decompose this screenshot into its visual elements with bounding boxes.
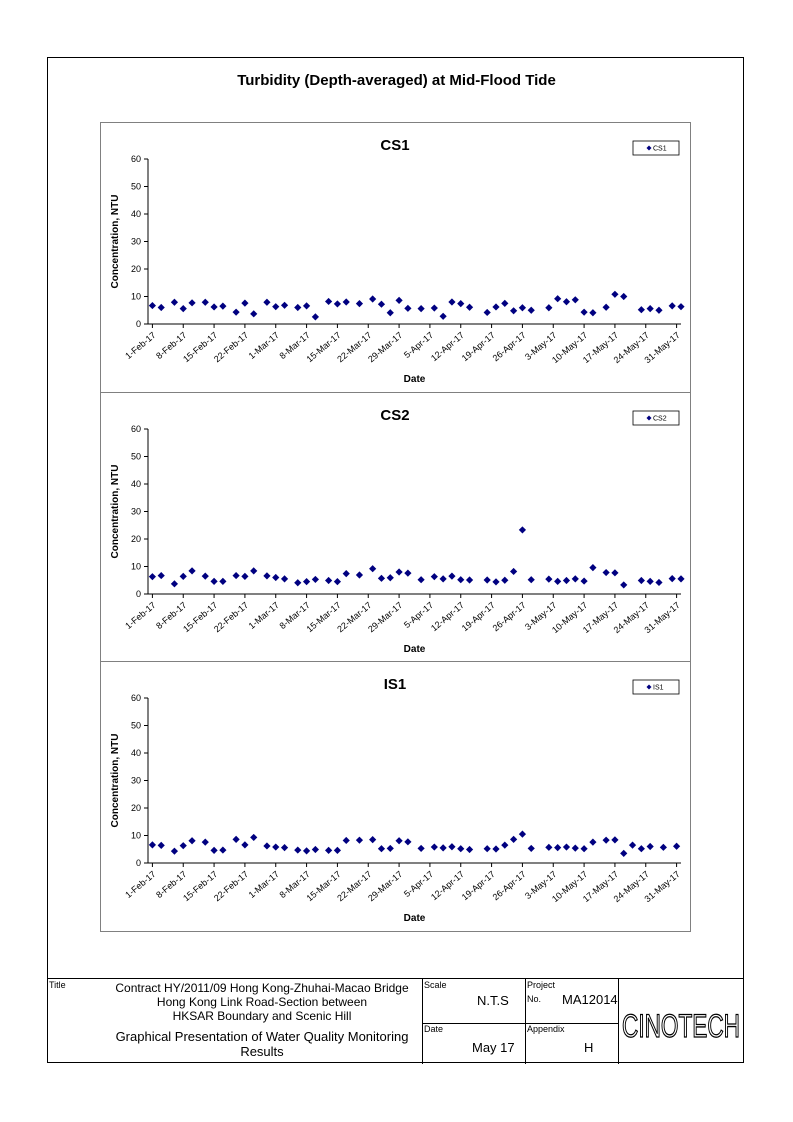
data-point — [369, 565, 376, 572]
data-point — [440, 313, 447, 320]
contract-line: HKSAR Boundary and Scenic Hill — [172, 1009, 352, 1023]
project-no-label: No. — [527, 994, 542, 1004]
data-point — [369, 295, 376, 302]
data-point — [431, 843, 438, 850]
x-tick-label: 8-Mar-17 — [277, 599, 312, 632]
data-point — [466, 304, 473, 311]
contract-line: Contract HY/2011/09 Hong Kong-Zhuhai-Macao Bridge — [115, 981, 409, 995]
data-point — [263, 842, 270, 849]
data-point — [294, 579, 301, 586]
data-point — [448, 573, 455, 580]
x-tick-label: 22-Mar-17 — [335, 329, 374, 365]
x-tick-label: 15-Mar-17 — [304, 329, 343, 365]
data-point — [620, 581, 627, 588]
data-point — [378, 301, 385, 308]
data-point — [611, 291, 618, 298]
y-tick-label: 20 — [130, 534, 141, 544]
y-tick-label: 0 — [135, 319, 141, 329]
chart-cs1 — [101, 123, 690, 392]
x-tick-label: 24-May-17 — [611, 599, 652, 636]
title-label: Title — [49, 980, 66, 990]
x-tick-label: 15-Mar-17 — [304, 868, 343, 904]
data-point — [378, 575, 385, 582]
data-point — [448, 298, 455, 305]
x-tick-label: 12-Apr-17 — [428, 329, 467, 364]
data-point — [589, 839, 596, 846]
x-tick-label: 5-Apr-17 — [401, 599, 436, 631]
data-point — [343, 837, 350, 844]
x-tick-label: 1-Feb-17 — [123, 868, 158, 901]
data-point — [303, 847, 310, 854]
x-tick-label: 19-Apr-17 — [459, 599, 497, 634]
data-point — [554, 844, 561, 851]
x-tick-label: 17-May-17 — [580, 599, 621, 636]
x-axis-label: Date — [403, 913, 426, 924]
data-point — [356, 571, 363, 578]
chart-cs2 — [101, 393, 690, 661]
x-tick-label: 19-Apr-17 — [459, 868, 497, 903]
data-point — [484, 576, 491, 583]
x-tick-label: 8-Mar-17 — [277, 868, 312, 901]
data-point — [387, 309, 394, 316]
x-tick-label: 15-Feb-17 — [181, 329, 220, 365]
data-point — [466, 846, 473, 853]
data-point — [158, 304, 165, 311]
data-point — [356, 837, 363, 844]
y-tick-label: 20 — [130, 803, 141, 813]
data-point — [202, 573, 209, 580]
data-point — [418, 845, 425, 852]
data-point — [312, 846, 319, 853]
project-label: Project — [527, 980, 556, 990]
scale-value: N.T.S — [477, 993, 509, 1008]
x-tick-label: 3-May-17 — [522, 599, 559, 632]
data-point — [325, 847, 332, 854]
y-tick-label: 40 — [130, 479, 141, 489]
data-point — [180, 842, 187, 849]
x-tick-label: 1-Mar-17 — [246, 329, 282, 362]
data-point — [281, 844, 288, 851]
y-tick-label: 0 — [135, 858, 141, 868]
data-point — [250, 834, 257, 841]
y-tick-label: 50 — [130, 720, 141, 731]
chart-is1 — [101, 662, 690, 930]
title-block-divider — [422, 979, 423, 1064]
data-point — [334, 578, 341, 585]
data-point — [620, 850, 627, 857]
data-point — [387, 574, 394, 581]
y-tick-label: 0 — [135, 589, 141, 599]
data-point — [673, 843, 680, 850]
x-tick-label: 22-Mar-17 — [335, 599, 374, 635]
data-point — [149, 573, 156, 580]
legend-label: IS1 — [653, 684, 664, 692]
legend — [633, 411, 679, 425]
data-point — [294, 304, 301, 311]
x-tick-label: 8-Mar-17 — [277, 329, 312, 362]
data-point — [457, 300, 464, 307]
data-point — [263, 299, 270, 306]
data-point — [611, 836, 618, 843]
x-tick-label: 15-Feb-17 — [181, 599, 220, 635]
x-tick-label: 26-Apr-17 — [490, 599, 528, 634]
presentation-line: Graphical Presentation of Water Quality Monitoring — [115, 1029, 409, 1044]
data-point — [647, 578, 654, 585]
cinotech-logo — [619, 997, 744, 1047]
scale-label: Scale — [424, 980, 447, 990]
data-point — [180, 305, 187, 312]
data-point — [528, 576, 535, 583]
x-tick-label: 10-May-17 — [549, 868, 590, 905]
y-tick-label: 60 — [130, 424, 141, 434]
y-axis-label: Concentration, NTU — [110, 464, 121, 559]
data-point — [545, 844, 552, 851]
data-point — [418, 305, 425, 312]
data-point — [250, 310, 257, 317]
data-point — [395, 568, 402, 575]
data-point — [431, 573, 438, 580]
data-point — [263, 572, 270, 579]
data-point — [188, 299, 195, 306]
y-tick-label: 10 — [130, 291, 141, 302]
data-point — [655, 579, 662, 586]
x-tick-label: 8-Feb-17 — [154, 868, 189, 901]
x-tick-label: 31-May-17 — [642, 868, 682, 905]
x-tick-label: 8-Feb-17 — [154, 329, 189, 362]
data-point — [241, 300, 248, 307]
data-point — [620, 293, 627, 300]
x-tick-label: 15-Feb-17 — [181, 868, 220, 904]
data-point — [378, 845, 385, 852]
data-point — [603, 569, 610, 576]
data-point — [647, 843, 654, 850]
chart-panel-is1 — [101, 661, 690, 931]
date-label: Date — [424, 1024, 444, 1034]
data-point — [563, 298, 570, 305]
data-point — [638, 306, 645, 313]
x-tick-label: 22-Feb-17 — [211, 329, 251, 365]
data-point — [232, 836, 239, 843]
x-tick-label: 15-Mar-17 — [304, 599, 343, 635]
data-point — [241, 573, 248, 580]
data-point — [466, 576, 473, 583]
x-tick-label: 17-May-17 — [580, 868, 621, 905]
data-point — [677, 303, 684, 310]
data-point — [638, 577, 645, 584]
y-tick-label: 60 — [130, 693, 141, 703]
y-tick-label: 30 — [130, 236, 141, 247]
data-point — [180, 573, 187, 580]
data-point — [281, 575, 288, 582]
x-tick-label: 24-May-17 — [611, 329, 652, 366]
data-point — [418, 576, 425, 583]
data-point — [369, 836, 376, 843]
x-tick-label: 31-May-17 — [642, 329, 682, 366]
data-point — [448, 843, 455, 850]
y-tick-label: 10 — [130, 830, 141, 841]
data-point — [303, 578, 310, 585]
x-axis-label: Date — [403, 374, 426, 385]
legend — [633, 680, 679, 694]
data-point — [519, 304, 526, 311]
data-point — [669, 302, 676, 309]
page-title: Turbidity (Depth-averaged) at Mid-Flood Tide — [237, 72, 556, 89]
data-point — [589, 309, 596, 316]
data-point — [202, 839, 209, 846]
x-tick-label: 24-May-17 — [611, 868, 652, 905]
data-point — [188, 567, 195, 574]
data-point — [171, 580, 178, 587]
data-point — [572, 296, 579, 303]
data-point — [343, 570, 350, 577]
x-tick-label: 22-Feb-17 — [211, 599, 251, 635]
data-point — [241, 841, 248, 848]
data-point — [325, 298, 332, 305]
legend-label: CS1 — [653, 145, 667, 153]
x-tick-label: 22-Mar-17 — [335, 868, 374, 904]
data-point — [501, 842, 508, 849]
x-tick-label: 5-Apr-17 — [401, 329, 436, 361]
x-tick-label: 29-Mar-17 — [366, 599, 405, 635]
data-point — [232, 309, 239, 316]
data-point — [312, 313, 319, 320]
contract-line: Hong Kong Link Road-Section between — [156, 995, 368, 1009]
data-point — [510, 836, 517, 843]
chart-title: CS2 — [380, 407, 410, 424]
x-tick-label: 26-Apr-17 — [490, 868, 528, 903]
x-tick-label: 5-Apr-17 — [401, 868, 436, 900]
x-tick-label: 29-Mar-17 — [366, 329, 405, 365]
y-tick-label: 40 — [130, 748, 141, 758]
y-axis-label: Concentration, NTU — [110, 733, 121, 828]
y-tick-label: 60 — [130, 154, 141, 164]
chart-panel-cs1 — [101, 123, 690, 392]
appendix-value: H — [584, 1040, 594, 1055]
date-value: May 17 — [472, 1040, 515, 1055]
project-value: MA12014 — [562, 992, 618, 1007]
x-tick-label: 12-Apr-17 — [428, 599, 467, 634]
data-point — [303, 302, 310, 309]
data-point — [149, 841, 156, 848]
legend — [633, 141, 679, 155]
data-point — [647, 305, 654, 312]
data-point — [149, 302, 156, 309]
y-tick-label: 10 — [130, 561, 141, 572]
data-point — [457, 845, 464, 852]
data-point — [210, 578, 217, 585]
data-point — [501, 300, 508, 307]
x-axis-label: Date — [403, 644, 426, 655]
data-point — [492, 845, 499, 852]
x-tick-label: 3-May-17 — [522, 868, 559, 901]
presentation-line: Results — [240, 1044, 284, 1059]
data-point — [655, 307, 662, 314]
data-point — [294, 846, 301, 853]
x-tick-label: 26-Apr-17 — [490, 329, 528, 364]
data-point — [272, 303, 279, 310]
x-tick-label: 10-May-17 — [549, 329, 590, 366]
y-tick-label: 20 — [130, 264, 141, 274]
data-point — [395, 837, 402, 844]
x-tick-label: 29-Mar-17 — [366, 868, 405, 904]
data-point — [629, 842, 636, 849]
data-point — [501, 577, 508, 584]
data-point — [210, 847, 217, 854]
data-point — [334, 847, 341, 854]
x-tick-label: 12-Apr-17 — [428, 868, 467, 903]
data-point — [395, 297, 402, 304]
data-point — [589, 564, 596, 571]
data-point — [580, 577, 587, 584]
data-point — [219, 578, 226, 585]
data-point — [219, 846, 226, 853]
data-point — [457, 576, 464, 583]
data-point — [232, 572, 239, 579]
data-point — [171, 848, 178, 855]
data-point — [563, 843, 570, 850]
x-tick-label: 8-Feb-17 — [154, 599, 189, 632]
data-point — [356, 300, 363, 307]
data-point — [440, 844, 447, 851]
data-point — [580, 845, 587, 852]
data-point — [545, 576, 552, 583]
data-point — [510, 307, 517, 314]
x-tick-label: 19-Apr-17 — [459, 329, 497, 364]
data-point — [660, 844, 667, 851]
data-point — [563, 577, 570, 584]
data-point — [677, 575, 684, 582]
data-point — [545, 304, 552, 311]
chart-title: IS1 — [383, 676, 407, 693]
legend-label: CS2 — [653, 415, 667, 423]
data-point — [603, 304, 610, 311]
data-point — [580, 309, 587, 316]
data-point — [219, 303, 226, 310]
y-tick-label: 30 — [130, 506, 141, 517]
title-block-divider — [525, 979, 526, 1064]
data-point — [510, 568, 517, 575]
data-point — [272, 574, 279, 581]
data-point — [440, 575, 447, 582]
x-tick-label: 1-Mar-17 — [246, 599, 282, 632]
x-tick-label: 1-Mar-17 — [246, 868, 282, 901]
data-point — [171, 299, 178, 306]
data-point — [492, 303, 499, 310]
data-point — [158, 842, 165, 849]
data-point — [519, 831, 526, 838]
svg-text:CINOTECH: CINOTECH — [622, 1008, 740, 1044]
presentation-description — [107, 1029, 417, 1059]
data-point — [404, 305, 411, 312]
contract-description — [107, 981, 417, 1023]
data-point — [325, 577, 332, 584]
data-point — [343, 298, 350, 305]
x-tick-label: 10-May-17 — [549, 599, 590, 636]
x-tick-label: 1-Feb-17 — [123, 599, 158, 632]
data-point — [638, 845, 645, 852]
y-axis-label: Concentration, NTU — [110, 194, 121, 289]
data-point — [484, 845, 491, 852]
data-point — [312, 576, 319, 583]
data-point — [554, 295, 561, 302]
data-point — [519, 526, 526, 533]
data-point — [554, 578, 561, 585]
charts-container — [100, 122, 691, 932]
data-point — [272, 843, 279, 850]
data-point — [572, 845, 579, 852]
data-point — [572, 575, 579, 582]
data-point — [603, 837, 610, 844]
data-point — [210, 303, 217, 310]
title-block-divider — [422, 1023, 618, 1024]
data-point — [188, 837, 195, 844]
data-point — [611, 569, 618, 576]
data-point — [528, 845, 535, 852]
chart-panel-cs2 — [101, 392, 690, 662]
y-tick-label: 50 — [130, 451, 141, 462]
data-point — [528, 307, 535, 314]
data-point — [669, 575, 676, 582]
x-tick-label: 1-Feb-17 — [123, 329, 158, 362]
title-block — [47, 978, 744, 1064]
x-tick-label: 3-May-17 — [522, 329, 559, 362]
data-point — [404, 838, 411, 845]
data-point — [281, 302, 288, 309]
data-point — [431, 304, 438, 311]
data-point — [492, 578, 499, 585]
appendix-label: Appendix — [527, 1024, 565, 1034]
data-point — [387, 845, 394, 852]
y-tick-label: 30 — [130, 775, 141, 786]
data-point — [250, 567, 257, 574]
data-point — [158, 572, 165, 579]
x-tick-label: 17-May-17 — [580, 329, 621, 366]
x-tick-label: 31-May-17 — [642, 599, 682, 636]
y-tick-label: 40 — [130, 209, 141, 219]
x-tick-label: 22-Feb-17 — [211, 868, 251, 904]
data-point — [202, 299, 209, 306]
chart-title: CS1 — [380, 137, 410, 154]
data-point — [404, 570, 411, 577]
data-point — [334, 300, 341, 307]
y-tick-label: 50 — [130, 181, 141, 192]
data-point — [484, 309, 491, 316]
